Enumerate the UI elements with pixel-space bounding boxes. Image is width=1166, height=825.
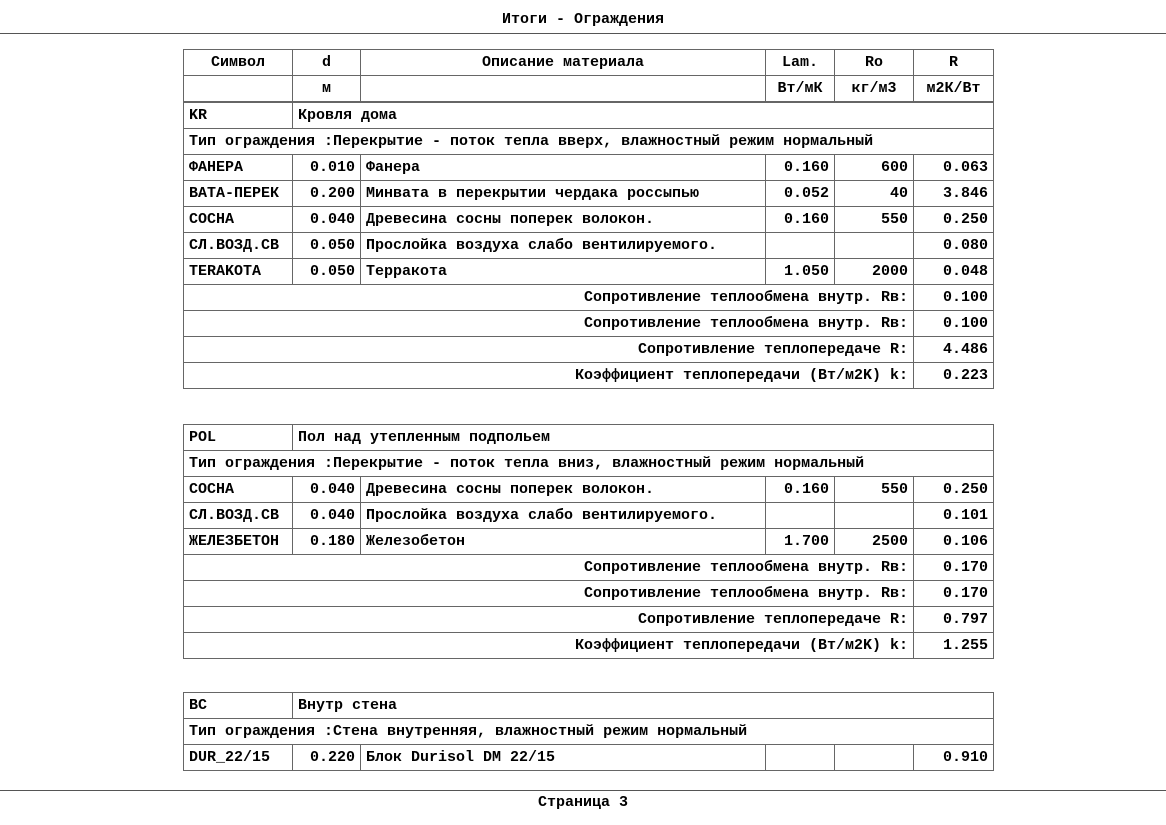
layer-row bbox=[184, 233, 994, 259]
summary-row bbox=[184, 581, 994, 607]
col-r-header: R bbox=[914, 50, 994, 76]
layer-symbol: СЛ.ВОЗД.СВ bbox=[184, 503, 293, 529]
fence-type-row bbox=[184, 129, 994, 155]
summary-row bbox=[184, 363, 994, 389]
summary-label: Сопротивление теплообмена внутр. Rв: bbox=[184, 581, 914, 607]
summary-row bbox=[184, 311, 994, 337]
fence-name: Пол над утепленным подпольем bbox=[293, 425, 994, 451]
layer-density bbox=[835, 503, 914, 529]
layer-row bbox=[184, 207, 994, 233]
fence-code: ВС bbox=[184, 693, 293, 719]
fence-type-row bbox=[184, 451, 994, 477]
layer-symbol: TERAKOTA bbox=[184, 259, 293, 285]
units-row bbox=[184, 76, 994, 102]
layer-resistance: 0.080 bbox=[914, 233, 994, 259]
layer-symbol: ФАНЕРА bbox=[184, 155, 293, 181]
layer-symbol: DUR_22/15 bbox=[184, 745, 293, 771]
layer-lambda: 1.050 bbox=[766, 259, 835, 285]
layer-symbol: ЖЕЛЕЗБЕТОН bbox=[184, 529, 293, 555]
layer-lambda bbox=[766, 503, 835, 529]
layer-resistance: 0.063 bbox=[914, 155, 994, 181]
layer-lambda: 0.160 bbox=[766, 207, 835, 233]
unit-r: м2К/Вт bbox=[914, 76, 994, 102]
unit-description bbox=[361, 76, 766, 102]
fence-table-kr bbox=[183, 102, 994, 389]
fence-title-row bbox=[184, 103, 994, 129]
layer-row bbox=[184, 259, 994, 285]
fence-code: KR bbox=[184, 103, 293, 129]
layer-description: Блок Durisol DM 22/15 bbox=[361, 745, 766, 771]
summary-label: Коэффициент теплопередачи (Вт/м2K) k: bbox=[184, 633, 914, 659]
layer-resistance: 0.048 bbox=[914, 259, 994, 285]
summary-label: Сопротивление теплообмена внутр. Rв: bbox=[184, 285, 914, 311]
col-d-header: d bbox=[293, 50, 361, 76]
summary-value: 0.100 bbox=[914, 285, 994, 311]
page-number: Страница 3 bbox=[537, 794, 628, 811]
unit-symbol bbox=[184, 76, 293, 102]
col-symbol-header: Символ bbox=[184, 50, 293, 76]
footer-divider bbox=[0, 790, 1166, 791]
layer-row bbox=[184, 503, 994, 529]
layer-resistance: 0.910 bbox=[914, 745, 994, 771]
fence-name: Внутр стена bbox=[293, 693, 994, 719]
layer-resistance: 0.250 bbox=[914, 207, 994, 233]
fence-table-vs bbox=[183, 692, 994, 771]
layer-thickness: 0.050 bbox=[293, 259, 361, 285]
layer-lambda: 0.160 bbox=[766, 155, 835, 181]
summary-label: Сопротивление теплообмена внутр. Rв: bbox=[184, 311, 914, 337]
layer-density bbox=[835, 745, 914, 771]
layer-density bbox=[835, 233, 914, 259]
layer-density: 40 bbox=[835, 181, 914, 207]
fence-type: Тип ограждения :Перекрытие - поток тепла вниз, влажностный режим нормальный bbox=[184, 451, 994, 477]
layer-description: Древесина сосны поперек волокон. bbox=[361, 477, 766, 503]
layer-symbol: СОСНА bbox=[184, 207, 293, 233]
layer-lambda: 0.052 bbox=[766, 181, 835, 207]
col-description-header: Описание материала bbox=[361, 50, 766, 76]
summary-value: 0.170 bbox=[914, 555, 994, 581]
layer-thickness: 0.200 bbox=[293, 181, 361, 207]
layer-thickness: 0.180 bbox=[293, 529, 361, 555]
layer-row bbox=[184, 477, 994, 503]
summary-label: Коэффициент теплопередачи (Вт/м2K) k: bbox=[184, 363, 914, 389]
column-header-table bbox=[183, 49, 994, 102]
layer-description: Терракота bbox=[361, 259, 766, 285]
layer-description: Минвата в перекрытии чердака россыпью bbox=[361, 181, 766, 207]
layer-row bbox=[184, 745, 994, 771]
column-header-row bbox=[184, 50, 994, 76]
layer-resistance: 0.250 bbox=[914, 477, 994, 503]
summary-row bbox=[184, 337, 994, 363]
layer-symbol: ВАТА-ПЕРЕК bbox=[184, 181, 293, 207]
layer-density: 2500 bbox=[835, 529, 914, 555]
col-ro-header: Ro bbox=[835, 50, 914, 76]
page-title: Итоги - Ограждения bbox=[501, 11, 665, 28]
layer-thickness: 0.050 bbox=[293, 233, 361, 259]
unit-ro: кг/м3 bbox=[835, 76, 914, 102]
layer-description: Древесина сосны поперек волокон. bbox=[361, 207, 766, 233]
summary-value: 1.255 bbox=[914, 633, 994, 659]
layer-lambda: 1.700 bbox=[766, 529, 835, 555]
fence-type: Тип ограждения :Перекрытие - поток тепла вверх, влажностный режим нормальный bbox=[184, 129, 994, 155]
fence-type-row bbox=[184, 719, 994, 745]
col-lam-header: Lam. bbox=[766, 50, 835, 76]
summary-value: 0.797 bbox=[914, 607, 994, 633]
summary-row bbox=[184, 633, 994, 659]
summary-label: Сопротивление теплопередаче R: bbox=[184, 607, 914, 633]
layer-lambda: 0.160 bbox=[766, 477, 835, 503]
layer-description: Фанера bbox=[361, 155, 766, 181]
fence-table-pol bbox=[183, 424, 994, 659]
summary-label: Сопротивление теплообмена внутр. Rв: bbox=[184, 555, 914, 581]
layer-symbol: СЛ.ВОЗД.СВ bbox=[184, 233, 293, 259]
layer-lambda bbox=[766, 745, 835, 771]
summary-row bbox=[184, 555, 994, 581]
layer-resistance: 0.101 bbox=[914, 503, 994, 529]
summary-label: Сопротивление теплопередаче R: bbox=[184, 337, 914, 363]
summary-row bbox=[184, 607, 994, 633]
layer-density: 550 bbox=[835, 477, 914, 503]
layer-resistance: 3.846 bbox=[914, 181, 994, 207]
layer-description: Железобетон bbox=[361, 529, 766, 555]
unit-lam: Вт/мК bbox=[766, 76, 835, 102]
summary-value: 0.170 bbox=[914, 581, 994, 607]
layer-row bbox=[184, 181, 994, 207]
layer-lambda bbox=[766, 233, 835, 259]
layer-thickness: 0.040 bbox=[293, 503, 361, 529]
layer-thickness: 0.010 bbox=[293, 155, 361, 181]
layer-density: 550 bbox=[835, 207, 914, 233]
layer-row bbox=[184, 155, 994, 181]
layer-thickness: 0.040 bbox=[293, 207, 361, 233]
fence-title-row bbox=[184, 693, 994, 719]
unit-d: м bbox=[293, 76, 361, 102]
layer-density: 2000 bbox=[835, 259, 914, 285]
summary-value: 0.223 bbox=[914, 363, 994, 389]
layer-description: Прослойка воздуха слабо вентилируемого. bbox=[361, 503, 766, 529]
header-divider bbox=[0, 33, 1166, 34]
summary-value: 4.486 bbox=[914, 337, 994, 363]
fence-type: Тип ограждения :Стена внутренняя, влажностный режим нормальный bbox=[184, 719, 994, 745]
layer-thickness: 0.040 bbox=[293, 477, 361, 503]
fence-title-row bbox=[184, 425, 994, 451]
layer-thickness: 0.220 bbox=[293, 745, 361, 771]
layer-density: 600 bbox=[835, 155, 914, 181]
summary-row bbox=[184, 285, 994, 311]
layer-symbol: СОСНА bbox=[184, 477, 293, 503]
fence-code: POL bbox=[184, 425, 293, 451]
fence-name: Кровля дома bbox=[293, 103, 994, 129]
layer-resistance: 0.106 bbox=[914, 529, 994, 555]
layer-row bbox=[184, 529, 994, 555]
layer-description: Прослойка воздуха слабо вентилируемого. bbox=[361, 233, 766, 259]
summary-value: 0.100 bbox=[914, 311, 994, 337]
